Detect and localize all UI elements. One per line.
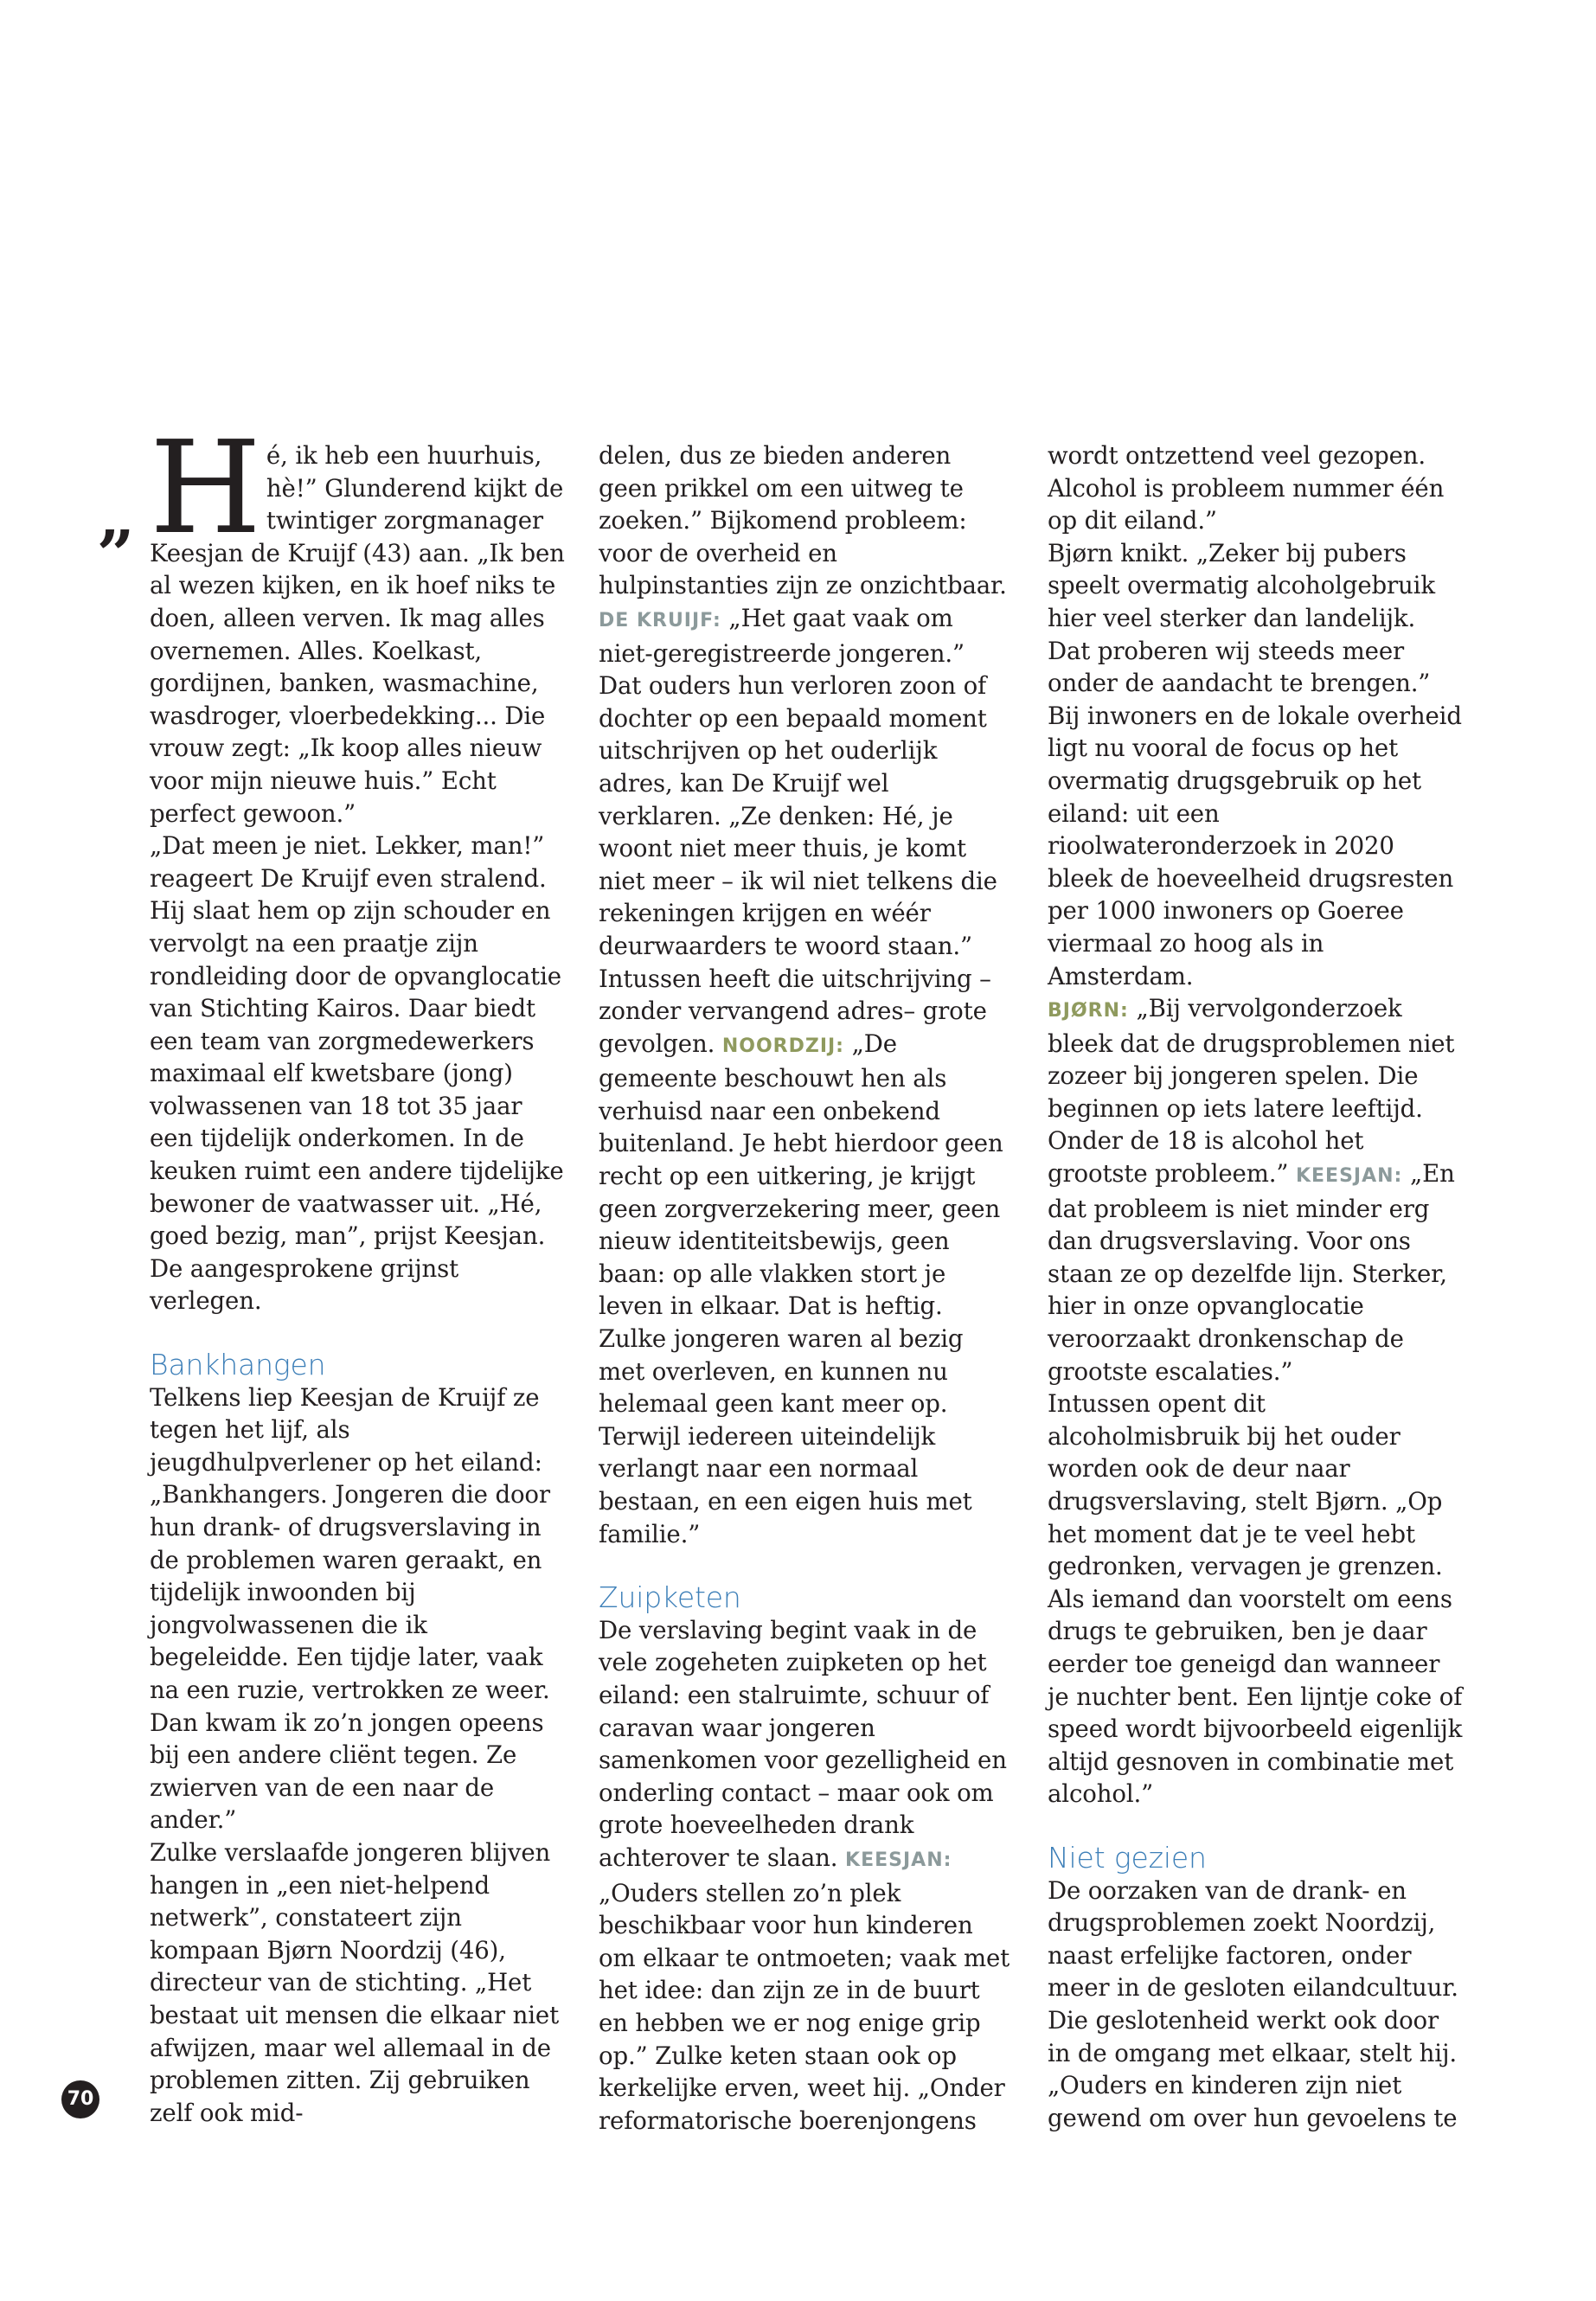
- paragraph: Zulke verslaafde jongeren blijven hangen in „een niet-helpend netwerk”, constateert zijn kompaan Bjørn Noordzij (46), directeur van de stichting. „Het bestaat uit mensen die elkaar niet afwijzen, maar wel allemaal in de problemen zitten. Zij gebruiken zelf ook mid-: [150, 1837, 560, 2127]
- paragraph: [599, 963, 1014, 1551]
- paragraph: Dat ouders hun verloren zoon of dochter op een bepaald moment uitschrijven op het ouderlijk adres, kan De Kruijf wel verklaren. „Ze denken: Hé, je woont niet meer thuis, je komt niet meer – ik wil niet telkens die rekeningen krijgen en wéér deurwaarders te woord staan.”: [599, 671, 997, 960]
- article-column-2: [599, 439, 1014, 2137]
- speaker-label: KEESJAN:: [1295, 1165, 1403, 1188]
- speaker-label: BJØRN:: [1048, 1000, 1129, 1022]
- paragraph: Bjørn knikt. „Zeker bij pubers speelt overmatig alcoholgebruik hier veel sterker dan landelijk. Dat proberen wij steeds meer onder de aandacht te brengen.” Bij inwoners en de lokale overheid ligt nu vooral de focus op het overmatig drugsgebruik op het eiland: uit een rioolwateronderzoek in 2020 bleek de hoeveelheid drugsresten per 1000 inwoners op Goeree viermaal zo hoog als in Amsterdam.: [1048, 538, 1462, 990]
- paragraph: [599, 439, 1014, 670]
- drop-cap: H: [150, 413, 261, 562]
- paragraph: [599, 1614, 1014, 2138]
- page-number: 70: [61, 2080, 99, 2118]
- section-heading-zuipketen: Zuipketen: [599, 1580, 741, 1615]
- speaker-label: KEESJAN:: [845, 1849, 952, 1871]
- paragraph-text: „Bij vervolgonderzoek bleek dat de drugsproblemen niet zozeer bij jongeren spelen. Die beginnen op iets latere leeftijd. Onder de 18 is alcohol het grootste probleem.”: [1048, 994, 1455, 1189]
- opening-paragraph-wrap: [98, 413, 565, 830]
- speaker-label: NOORDZIJ:: [721, 1035, 844, 1057]
- speaker-label: DE KRUIJF:: [599, 609, 721, 631]
- paragraph: Telkens liep Keesjan de Kruijf ze tegen het lijf, als jeugdhulpverlener op het eiland: „Bankhangers. Jongeren die door hun drank- of drugsverslaving in de problemen waren geraakt, en tijdelijk inwoonden bij jongvolwassenen die ik begeleidde. Een tijdje later, vaak na een ruzie, vertrokken ze weer. Dan kwam ik zo’n jongen opeens bij een andere cliënt tegen. Ze zwierven van de een naar de ander.”: [150, 1382, 550, 1835]
- paragraph: é, ik heb een huurhuis, hè!” Glunderend kijkt de twintiger zorgmanager Keesjan de Kruijf (43) aan. „Ik ben al wezen kijken, en ik hoef niks te doen, alleen verven. Ik mag alles overnemen. Alles. Koelkast, gordijnen, banken, wasmachine, wasdroger, vloerbedekking... Die vrouw zegt: „Ik koop alles nieuw voor mijn nieuwe huis.” Echt perfect gewoon.”: [150, 441, 565, 828]
- paragraph: Intussen opent dit alcoholmisbruik bij het ouder worden ook de deur naar drugsverslaving, stelt Bjørn. „Op het moment dat je te veel hebt gedronken, vervagen je grenzen. Als iemand dan voorstelt om eens drugs te gebruiken, ben je daar eerder toe geneigd dan wanneer je nuchter bent. Een lijntje coke of speed wordt bijvoorbeeld eigenlijk altijd gesnoven in combinatie met alcohol.”: [1048, 1389, 1463, 1809]
- paragraph-text: „Het gaat vaak om niet-geregistreerde jongeren.”: [599, 603, 965, 668]
- paragraph: wordt ontzettend veel gezopen. Alcohol is probleem nummer één op dit eiland.”: [1048, 441, 1445, 535]
- opening-quote-mark: „: [98, 478, 136, 555]
- section-heading-bankhangen: Bankhangen: [150, 1348, 326, 1382]
- article-column-1: [98, 413, 565, 2129]
- paragraph-text: „En dat probleem is niet minder erg dan drugsverslaving. Voor ons staan ze op dezelfde lijn. Sterker, hier in onze opvanglocatie veroorzaakt dronkenschap de grootste escalaties.”: [1048, 1159, 1455, 1386]
- paragraph: „Dat meen je niet. Lekker, man!” reageert De Kruijf even stralend. Hij slaat hem op zijn schouder en vervolgt na een praatje zijn rondleiding door de opvanglocatie van Stichting Kairos. Daar biedt een team van zorgmedewerkers maximaal elf kwetsbare (jong) volwassenen van 18 tot 35 jaar een tijdelijk onderkomen. In de keuken ruimt een andere tijdelijke bewoner de vaatwasser uit. „Hé, goed bezig, man”, prijst Keesjan. De aangesprokene grijnst verlegen.: [150, 831, 564, 1316]
- paragraph-text: „Ouders stellen zo’n plek beschikbaar voor hun kinderen om elkaar te ontmoeten; vaak met het idee: dan zijn ze in de buurt en hebben we er nog enige grip op.” Zulke keten staan ook op kerkelijke erven, weet hij. „Onder reformatorische boerenjongens: [599, 1878, 1010, 2135]
- paragraph-text: delen, dus ze bieden anderen geen prikkel om een uitweg te zoeken.” Bijkomend probleem: voor de overheid en hulpinstanties zijn ze onzichtbaar.: [599, 441, 1007, 600]
- paragraph: De oorzaken van de drank- en drugsproblemen zoekt Noordzij, naast erfelijke factoren, onder meer in de gesloten eilandcultuur. Die geslotenheid werkt ook door in de omgang met elkaar, stelt hij. „Ouders en kinderen zijn niet gewend om over hun gevoelens te: [1048, 1875, 1458, 2132]
- paragraph-text: Intussen heeft die uitschrijving –zonder vervangend adres– grote gevolgen.: [599, 964, 991, 1058]
- paragraph-text: „De gemeente beschouwt hen als verhuisd naar een onbekend buitenland. Je hebt hierdoor geen recht op een uitkering, je krijgt geen zorgverzekering meer, geen nieuw identiteitsbewijs, geen baan: op alle vlakken stort je leven in elkaar. Dat is heftig. Zulke jongeren waren al bezig met overleven, en kunnen nu helemaal geen kant meer op. Terwijl iedereen uiteindelijk verlangt naar een normaal bestaan, en een eigen huis met familie.”: [599, 1029, 1003, 1548]
- section-heading-niet-gezien: Niet gezien: [1048, 1840, 1207, 1875]
- paragraph: [1048, 992, 1463, 1388]
- article-column-3: [1048, 439, 1463, 2134]
- paragraph-text: De verslaving begint vaak in de vele zogeheten zuipketen op het eiland: een stalruimte, schuur of caravan waar jongeren samenkomen voor gezelligheid en onderling contact – maar ook om grote hoeveelheden drank achterover te slaan.: [599, 1615, 1007, 1872]
